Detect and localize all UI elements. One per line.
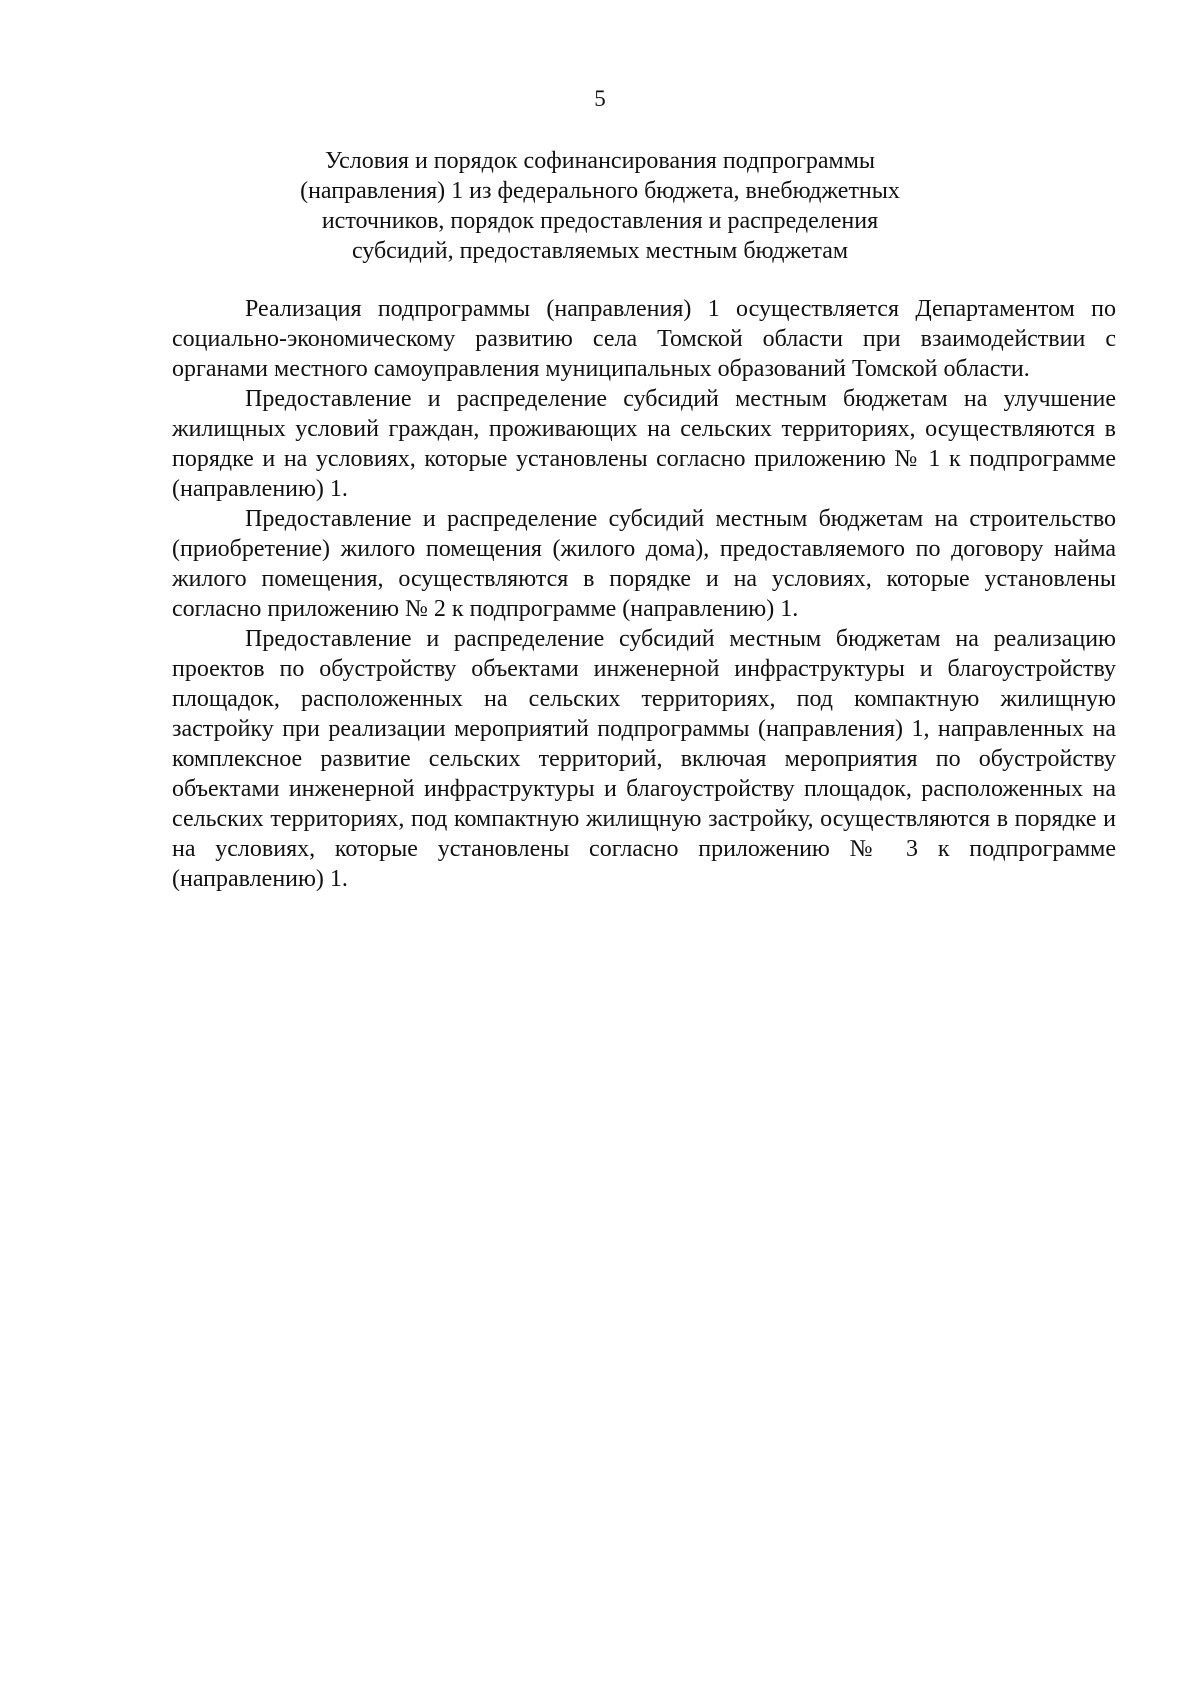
section-title [250, 146, 950, 266]
body-paragraph: Реализация подпрограммы (направления) 1 осуществляется Департаментом по социально-экономическому развитию села Томской области при взаимодействии с органами местного самоуправления муниципальных образований Томской области. [172, 296, 1116, 382]
body-paragraph: Предоставление и распределение субсидий местным бюджетам на реализацию проектов по обустройству объектами инженерной инфраструктуры и благоустройству площадок, расположенных на сельских территориях, под компактную жилищную застройку при реализации мероприятий подпрограммы (направления) 1, направленных на комплексное развитие сельских территорий, включая мероприятия по обустройству объектами инженерной инфраструктуры и благоустройству площадок, расположенных на сельских территориях, под компактную жилищную застройку, осуществляются в порядке и на условиях, которые установлены согласно приложению № 3 к подпрограмме (направлению) 1. [172, 626, 1116, 892]
body-paragraph: Предоставление и распределение субсидий местным бюджетам на улучшение жилищных условий граждан, проживающих на сельских территориях, осуществляются в порядке и на условиях, которые установлены согласно приложению № 1 к подпрограмме (направлению) 1. [172, 386, 1116, 502]
section-title-line: субсидий, предоставляемых местным бюджетам [351, 238, 849, 264]
section-title-line: (направления) 1 из федерального бюджета, внебюджетных [300, 178, 900, 204]
section-title-line: источников, порядок предоставления и распределения [321, 208, 879, 234]
page-number: 5 [594, 86, 606, 111]
body-paragraph: Предоставление и распределение субсидий местным бюджетам на строительство (приобретение) жилого помещения (жилого дома), предоставляемого по договору найма жилого помещения, осуществляются в порядке и на условиях, которые установлены согласно приложению № 2 к подпрограмме (направлению) 1. [172, 506, 1116, 622]
document-body [172, 294, 1116, 894]
section-title-line: Условия и порядок софинансирования подпрограммы [324, 148, 876, 174]
